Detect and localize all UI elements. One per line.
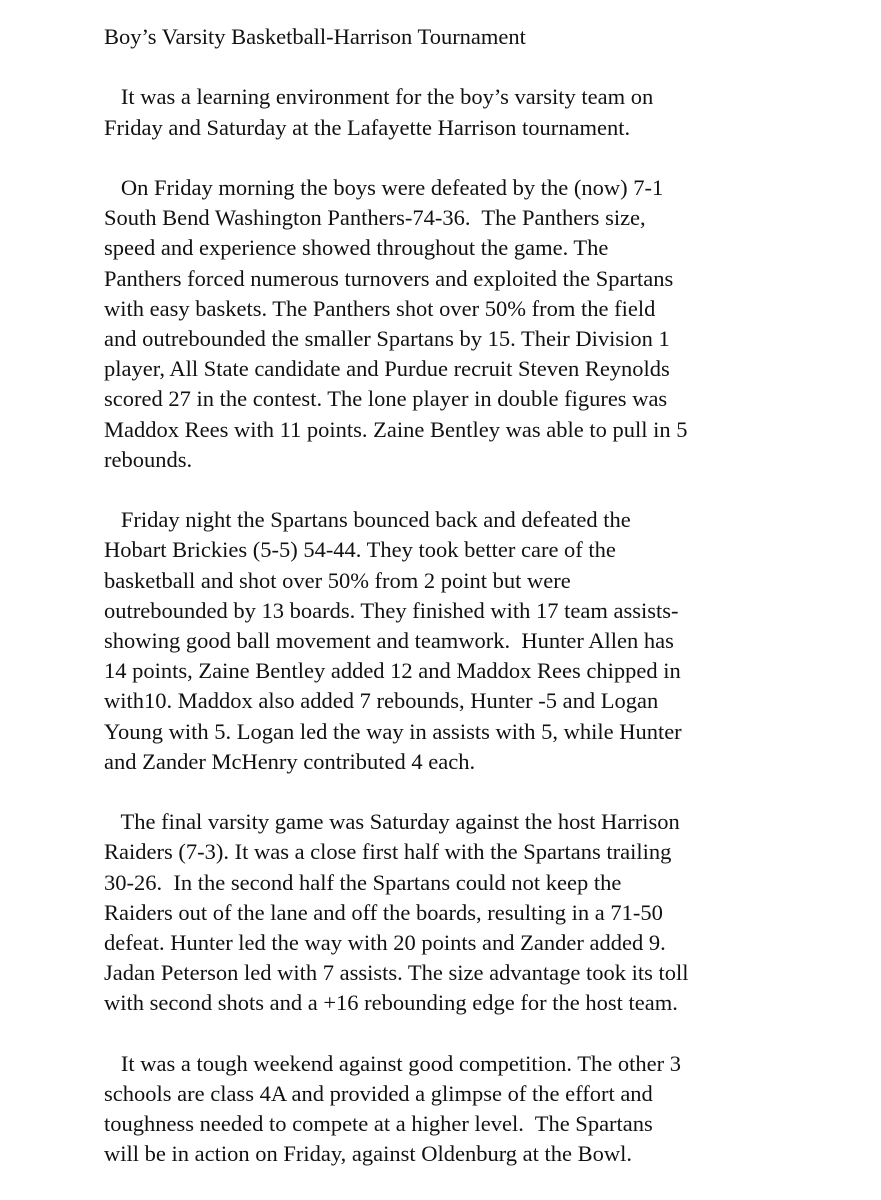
paragraph-line: and Zander McHenry contributed 4 each. — [104, 748, 476, 774]
paragraph-line: Hobart Brickies (5-5) 54-44. They took better care of the — [104, 537, 616, 563]
paragraph-line: with10. Maddox also added 7 rebounds, Hunter -5 and Logan — [104, 688, 659, 714]
paragraph-line: Jadan Peterson led with 7 assists. The size advantage took its toll — [104, 960, 689, 986]
paragraph-line: with easy baskets. The Panthers shot over 50% from the field — [104, 295, 656, 321]
paragraph-line: basketball and shot over 50% from 2 point but were — [104, 567, 571, 593]
paragraph-line: South Bend Washington Panthers-74-36. The Panthers size, — [104, 205, 646, 231]
paragraph-line: schools are class 4A and provided a glimpse of the effort and — [104, 1081, 653, 1107]
paragraph — [104, 1049, 841, 1170]
paragraph-line: scored 27 in the contest. The lone player in double figures was — [104, 386, 668, 412]
paragraph-line: Young with 5. Logan led the way in assists with 5, while Hunter — [104, 718, 682, 744]
paragraph-line: Raiders out of the lane and off the boards, resulting in a 71-50 — [104, 899, 663, 925]
paragraph-line: defeat. Hunter led the way with 20 points and Zander added 9. — [104, 930, 666, 956]
paragraph-line: and outrebounded the smaller Spartans by 15. Their Division 1 — [104, 326, 670, 351]
paragraph — [104, 82, 841, 142]
paragraph-line: Maddox Rees with 11 points. Zaine Bentley was able to pull in 5 — [104, 416, 688, 442]
paragraph-line: will be in action on Friday, against Oldenburg at the Bowl. — [104, 1141, 633, 1167]
paragraph-line: Friday night the Spartans bounced back and defeated the — [104, 507, 631, 533]
paragraph — [104, 807, 841, 1018]
paragraph — [104, 505, 841, 777]
document-title: Boy’s Varsity Basketball-Harrison Tournament — [104, 24, 526, 49]
paragraph-line: showing good ball movement and teamwork. Hunter Allen has — [104, 628, 674, 654]
paragraph-line: outrebounded by 13 boards. They finished with 17 team assists- — [104, 597, 679, 623]
paragraph-line: 14 points, Zaine Bentley added 12 and Maddox Rees chipped in — [104, 658, 681, 684]
document-body — [104, 82, 841, 1169]
paragraph-line: Friday and Saturday at the Lafayette Harrison tournament. — [104, 114, 631, 140]
paragraph-line: with second shots and a +16 rebounding edge for the host team. — [104, 990, 678, 1016]
paragraph-line: 30-26. In the second half the Spartans could not keep the — [104, 869, 622, 895]
paragraph-line: toughness needed to compete at a higher level. The Spartans — [104, 1111, 653, 1137]
paragraph-line: speed and experience showed throughout the game. The — [104, 235, 609, 261]
paragraph — [104, 173, 841, 475]
paragraph-line: rebounds. — [104, 446, 193, 472]
paragraph-line: It was a learning environment for the boy’s varsity team on — [104, 84, 654, 110]
paragraph-line: On Friday morning the boys were defeated by the (now) 7-1 — [104, 174, 664, 200]
paragraph-line: The final varsity game was Saturday against the host Harrison — [104, 809, 680, 835]
paragraph-line: It was a tough weekend against good competition. The other 3 — [104, 1050, 681, 1076]
paragraph-line: player, All State candidate and Purdue recruit Steven Reynolds — [104, 356, 670, 382]
paragraph-line: Raiders (7-3). It was a close first half with the Spartans trailing — [104, 839, 672, 865]
paragraph-line: Panthers forced numerous turnovers and exploited the Spartans — [104, 265, 674, 291]
